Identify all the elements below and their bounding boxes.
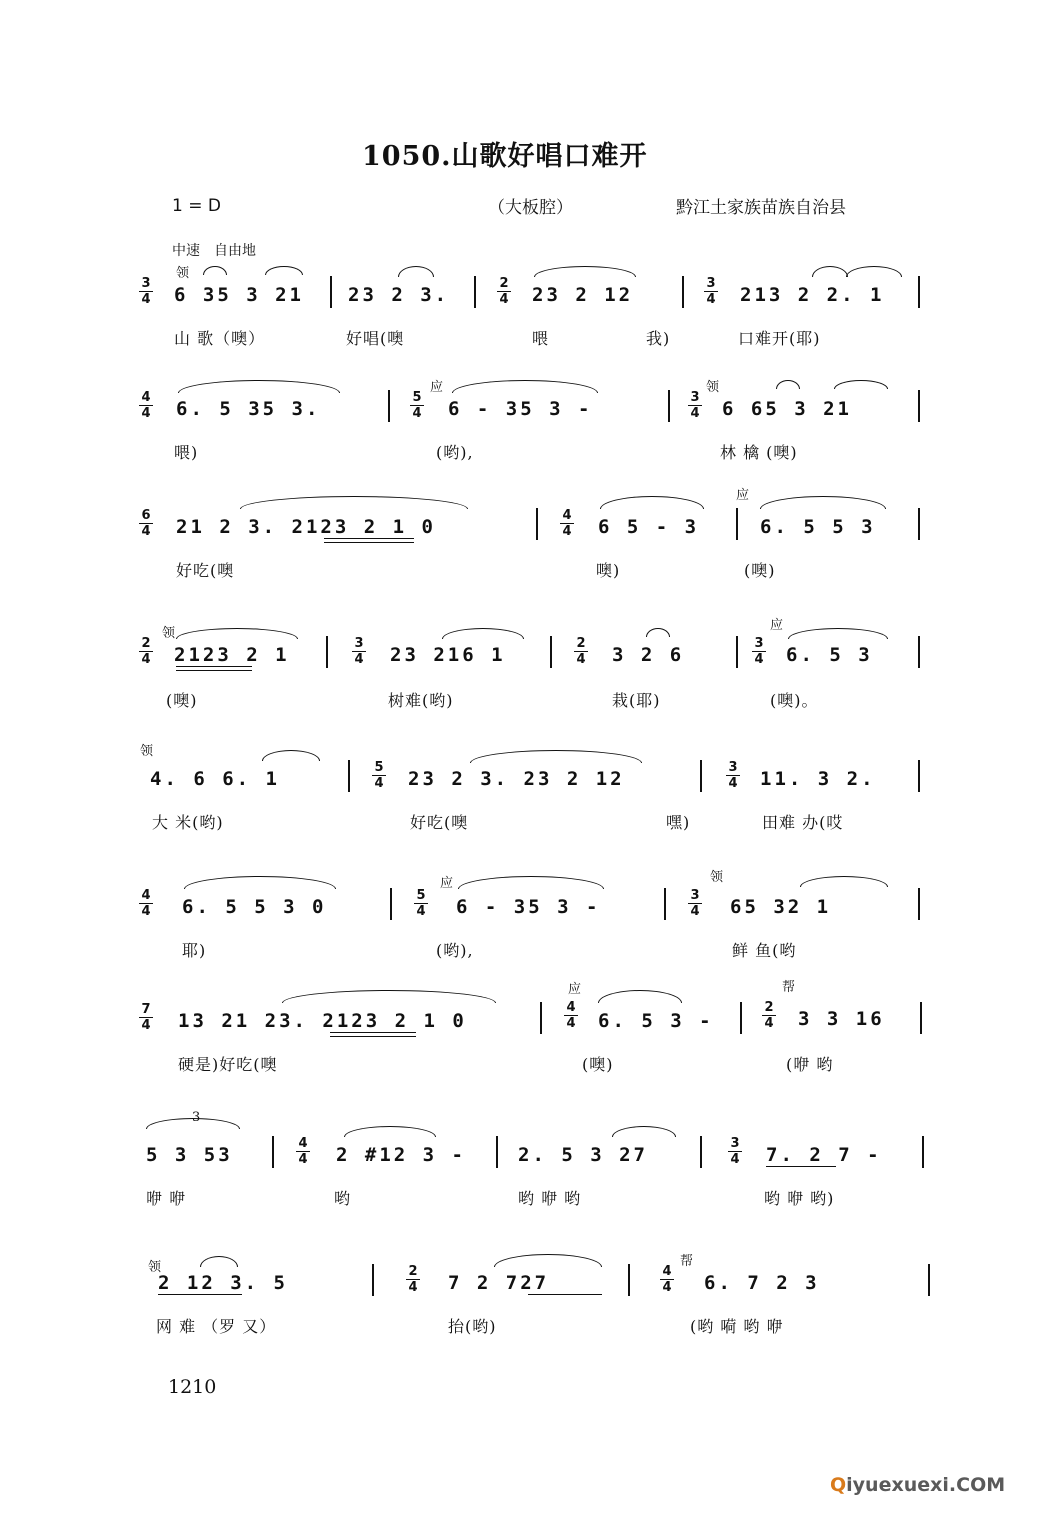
bar-line: [474, 276, 476, 308]
beam: [330, 1036, 416, 1037]
slur: [442, 628, 524, 639]
measure-notes: 3 2 6: [612, 644, 685, 666]
measure-notes: 6. 5 3 -: [598, 1010, 714, 1032]
measure-notes: 65 32 1: [730, 896, 832, 918]
measure-notes: 6 65 3 21: [722, 398, 852, 420]
slur: [760, 496, 886, 509]
time-signature-5-4: 5 4: [410, 390, 424, 421]
slur: [240, 496, 468, 509]
triplet-mark: 3: [192, 1110, 201, 1125]
bar-line: [736, 636, 738, 668]
bar-line: [918, 390, 920, 422]
slur: [612, 1126, 676, 1137]
measure-notes: 213 2 2. 1: [740, 284, 885, 306]
slur: [146, 1118, 240, 1129]
lead-cue: 领: [148, 1260, 162, 1275]
lyric: 喂): [174, 443, 199, 462]
time-signature-5-4: 5 4: [372, 760, 386, 791]
measure-notes: 23 2 3.: [348, 284, 450, 306]
slur: [452, 380, 598, 393]
help-cue: 帮: [782, 980, 796, 995]
slur: [176, 628, 298, 639]
bar-line: [326, 636, 328, 668]
lyric: 哟: [334, 1189, 352, 1208]
time-signature-4-4: 4 4: [564, 1000, 578, 1031]
beam: [324, 542, 414, 543]
slur: [788, 628, 888, 639]
time-signature-4-4: 4 4: [560, 508, 574, 539]
origin-label: 黔江土家族苗族自治县: [676, 198, 846, 218]
lead-cue: 领: [706, 380, 720, 395]
lyric: 鲜 鱼(哟: [732, 941, 797, 960]
measure-notes: 21 2 3. 2123 2 1 0: [176, 516, 436, 538]
time-signature-5-4: 5 4: [414, 888, 428, 919]
time-signature-4-4: 4 4: [139, 390, 153, 421]
beam: [176, 666, 252, 667]
time-signature-4-4: 4 4: [660, 1264, 674, 1295]
lyric: 好唱(噢: [346, 329, 405, 348]
time-signature-7-4: 7 4: [139, 1002, 153, 1033]
bar-line: [918, 888, 920, 920]
lyric: 栽(耶): [612, 691, 661, 710]
page-number: 1210: [168, 1376, 217, 1398]
lyric: 树难(哟): [388, 691, 454, 710]
lyric: 山 歌（噢）: [174, 329, 266, 348]
time-signature-2-4: 2 4: [406, 1264, 420, 1295]
slur: [203, 266, 227, 275]
bar-line: [550, 636, 552, 668]
slur: [470, 750, 642, 763]
measure-notes: 6. 5 35 3.: [176, 398, 321, 420]
response-cue: 应: [770, 618, 784, 633]
lyric: 嘿): [666, 813, 691, 832]
tempo-marking: 中速 自由地: [172, 243, 256, 259]
time-signature-3-4: 3 4: [139, 276, 153, 307]
beam: [324, 538, 414, 539]
time-signature-3-4: 3 4: [704, 276, 718, 307]
bar-line: [700, 760, 702, 792]
lead-cue: 领: [176, 266, 190, 281]
slur: [184, 876, 336, 889]
measure-notes: 6. 5 3: [786, 644, 873, 666]
underline: [158, 1294, 242, 1295]
measure-notes: 11. 3 2.: [760, 768, 876, 790]
slur: [494, 1254, 602, 1267]
lead-cue: 领: [710, 870, 724, 885]
response-cue: 应: [568, 982, 582, 997]
bar-line: [700, 1136, 702, 1168]
measure-notes: 7. 2 7 -: [766, 1144, 882, 1166]
lyric: (哟 嗬 哟 咿: [690, 1317, 784, 1336]
bar-line: [682, 276, 684, 308]
time-signature-3-4: 3 4: [728, 1136, 742, 1167]
bar-line: [372, 1264, 374, 1296]
slur: [458, 876, 604, 889]
beam: [176, 670, 252, 671]
lyric: 好吃(噢: [176, 561, 235, 580]
watermark-text: iyuexuexi.COM: [846, 1474, 1006, 1496]
response-cue: 应: [440, 876, 454, 891]
response-cue: 应: [736, 488, 750, 503]
slur: [600, 496, 704, 509]
site-watermark: [830, 1474, 1005, 1496]
response-cue: 应: [430, 380, 444, 395]
measure-notes: 2123 2 1: [174, 644, 290, 666]
lyric: (噢)。: [770, 691, 819, 710]
slur: [344, 1126, 436, 1137]
measure-notes: 6 - 35 3 -: [456, 896, 601, 918]
lyric: (哟),: [436, 443, 474, 462]
lyric: 田难 办(哎: [762, 813, 844, 832]
bar-line: [918, 636, 920, 668]
slur: [834, 380, 888, 389]
lyric: 大 米(哟): [152, 813, 224, 832]
lead-cue: 领: [162, 626, 176, 641]
lyric: 我): [646, 329, 671, 348]
slur: [646, 628, 670, 637]
song-title: 1050.山歌好唱口难开: [362, 141, 648, 172]
time-signature-4-4: 4 4: [139, 888, 153, 919]
watermark-logo-q: Q: [830, 1474, 847, 1496]
slur: [262, 750, 320, 761]
bar-line: [628, 1264, 630, 1296]
measure-notes: 13 21 23. 2123 2 1 0: [178, 1010, 467, 1032]
bar-line: [922, 1136, 924, 1168]
measure-notes: 2. 5 3 27: [518, 1144, 648, 1166]
time-signature-3-4: 3 4: [688, 888, 702, 919]
time-signature-3-4: 3 4: [752, 636, 766, 667]
bar-line: [540, 1002, 542, 1034]
bar-line: [736, 508, 738, 540]
measure-notes: 6. 5 5 3 0: [182, 896, 327, 918]
slur: [598, 990, 682, 1003]
slur: [398, 266, 434, 277]
lyric: (哟),: [436, 941, 474, 960]
lyric: (噢): [744, 561, 776, 580]
measure-notes: 23 216 1: [390, 644, 506, 666]
lyric: 抬(哟): [448, 1317, 497, 1336]
underline: [766, 1166, 836, 1167]
slur: [265, 266, 303, 275]
lyric: 林 檎 (噢): [720, 443, 798, 462]
bar-line: [496, 1136, 498, 1168]
lead-cue: 领: [140, 744, 154, 759]
lyric: 喂: [532, 329, 550, 348]
measure-notes: 6. 7 2 3: [704, 1272, 820, 1294]
measure-notes: 5 3 53: [146, 1144, 233, 1166]
lyric: 网 难 （罗 又）: [156, 1317, 277, 1336]
time-signature-2-4: 2 4: [574, 636, 588, 667]
time-signature-3-4: 3 4: [688, 390, 702, 421]
time-signature-2-4: 2 4: [762, 1000, 776, 1031]
bar-line: [668, 390, 670, 422]
lyric: 哟 咿 哟: [518, 1189, 582, 1208]
beam: [330, 1032, 416, 1033]
lyric: 咿 咿: [146, 1189, 187, 1208]
style-label: （大板腔）: [488, 198, 573, 218]
slur: [846, 266, 902, 277]
bar-line: [272, 1136, 274, 1168]
slur: [800, 876, 888, 887]
time-signature-6-4: 6 4: [139, 508, 153, 539]
bar-line: [664, 888, 666, 920]
time-signature-3-4: 3 4: [726, 760, 740, 791]
bar-line: [918, 508, 920, 540]
slur: [200, 1256, 238, 1267]
measure-notes: 6 5 - 3: [598, 516, 700, 538]
bar-line: [920, 1002, 922, 1034]
measure-notes: 7 2 727: [448, 1272, 550, 1294]
time-signature-2-4: 2 4: [497, 276, 511, 307]
underline: [528, 1294, 602, 1295]
bar-line: [928, 1264, 930, 1296]
measure-notes: 23 2 3. 23 2 12: [408, 768, 625, 790]
time-signature-2-4: 2 4: [139, 636, 153, 667]
lyric: 口难开(耶): [738, 329, 821, 348]
key-signature: 1 = D: [172, 196, 221, 216]
measure-notes: 23 2 12: [532, 284, 634, 306]
lyric: (咿 哟: [786, 1055, 834, 1074]
lyric: 硬是)好吃(噢: [178, 1055, 278, 1074]
bar-line: [536, 508, 538, 540]
bar-line: [918, 760, 920, 792]
help-cue: 帮: [680, 1254, 694, 1269]
measure-notes: 6 - 35 3 -: [448, 398, 593, 420]
slur: [812, 266, 848, 277]
lyric: 哟 咿 哟): [764, 1189, 835, 1208]
measure-notes: 2 #12 3 -: [336, 1144, 466, 1166]
bar-line: [390, 888, 392, 920]
measure-notes: 2 12 3. 5: [158, 1272, 288, 1294]
bar-line: [918, 276, 920, 308]
slur: [534, 266, 636, 277]
bar-line: [348, 760, 350, 792]
measure-notes: 6 35 3 21: [174, 284, 304, 306]
measure-notes: 3 3 16: [798, 1008, 885, 1030]
measure-notes: 6. 5 5 3: [760, 516, 876, 538]
lyric: 耶): [182, 941, 207, 960]
measure-notes: 4. 6 6. 1: [150, 768, 280, 790]
lyric: 好吃(噢: [410, 813, 469, 832]
time-signature-4-4: 4 4: [296, 1136, 310, 1167]
lyric: (噢): [582, 1055, 614, 1074]
bar-line: [740, 1002, 742, 1034]
slur: [282, 990, 496, 1003]
time-signature-3-4: 3 4: [352, 636, 366, 667]
lyric: 噢): [596, 561, 621, 580]
slur: [178, 380, 340, 393]
bar-line: [388, 390, 390, 422]
slur: [776, 380, 800, 389]
lyric: (噢): [166, 691, 198, 710]
bar-line: [330, 276, 332, 308]
